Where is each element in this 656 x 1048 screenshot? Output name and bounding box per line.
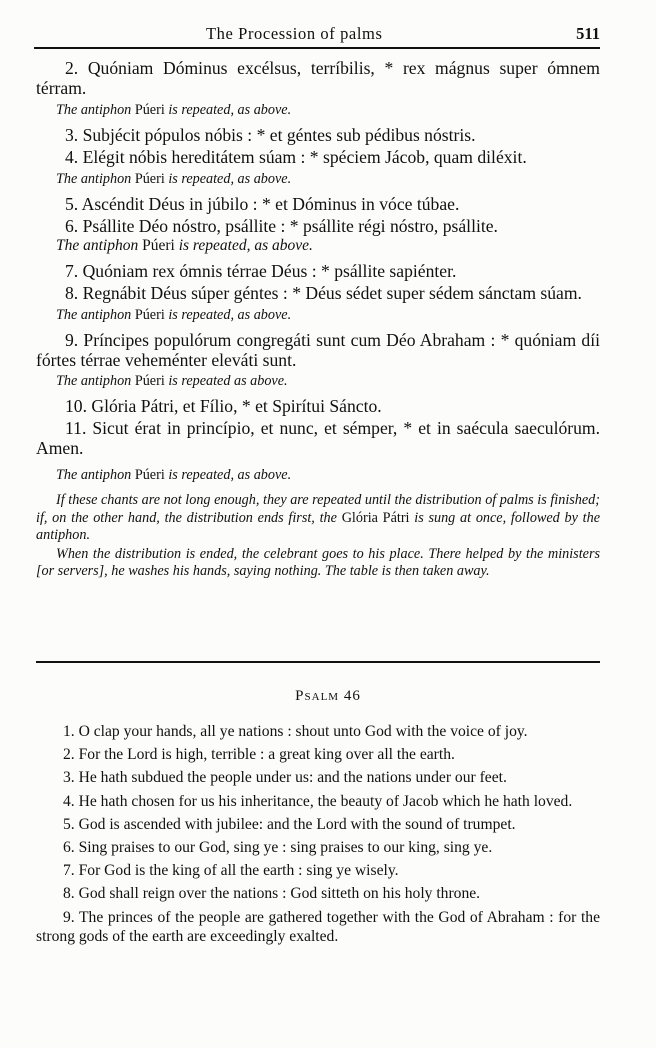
latin-verse: 7. Quóniam rex ómnis térrae Déus : * psállite sapiénter. xyxy=(65,261,457,281)
rubric-paragraph: When the distribution is ended, the celebrant goes to his place. There helped by the ministers [or servers], he washes his hands, saying nothing. The table is then taken away. xyxy=(36,545,600,580)
antiphon-rubric: The antiphon Púeri is repeated as above. xyxy=(56,373,288,389)
latin-verse: 8. Regnábit Déus súper géntes : * Déus sédet super sédem sánctam súam. xyxy=(65,283,582,303)
running-title: The Procession of palms xyxy=(206,24,383,43)
latin-verse: 9. Príncipes populórum congregáti sunt cum Déo Abraham : * quóniam díi fórtes térrae veheménter eleváti sunt. xyxy=(36,330,600,370)
antiphon-rubric: The antiphon Púeri is repeated, as above. xyxy=(56,307,292,323)
latin-verse: 4. Elégit nóbis hereditátem súam : * spéciem Jácob, quam diléxit. xyxy=(65,147,527,167)
antiphon-rubric: The antiphon Púeri is repeated, as above. xyxy=(56,102,292,118)
psalm-verse: 1. O clap your hands, all ye nations : shout unto God with the voice of joy. xyxy=(63,723,528,740)
antiphon-rubric: The antiphon Púeri is repeated, as above. xyxy=(56,171,292,187)
page-number: 511 xyxy=(576,24,600,43)
page-header xyxy=(36,24,600,46)
psalm-title: Psalm 46 xyxy=(295,688,361,704)
antiphon-rubric: The antiphon Púeri is repeated, as above. xyxy=(56,237,313,254)
psalm-verse: 5. God is ascended with jubilee: and the Lord with the sound of trumpet. xyxy=(63,815,516,833)
psalm-verse: 4. He hath chosen for us his inheritance, the beauty of Jacob which he hath loved. xyxy=(63,792,573,810)
latin-verse: 5. Ascéndit Déus in júbilo : * et Dóminus in vóce túbae. xyxy=(65,194,460,214)
psalm-verse: 7. For God is the king of all the earth : sing ye wisely. xyxy=(63,862,399,880)
psalm-verse: 9. The princes of the people are gathered together with the God of Abraham : for the strong gods of the earth are exceedingly exalted. xyxy=(36,908,600,945)
latin-verse: 6. Psállite Déo nóstro, psállite : * psállite régi nóstro, psállite. xyxy=(65,216,498,236)
psalm-verse: 2. For the Lord is high, terrible : a great king over all the earth. xyxy=(63,746,455,764)
section-rule xyxy=(36,661,600,663)
latin-verse: 3. Subjécit pópulos nóbis : * et géntes sub pédibus nóstris. xyxy=(65,125,476,145)
psalm-verse: 6. Sing praises to our God, sing ye : sing praises to our king, sing ye. xyxy=(63,839,493,857)
latin-verse: 2. Quóniam Dóminus excélsus, terríbilis, * rex mágnus super ómnem térram. xyxy=(36,58,600,98)
rubric-paragraph: If these chants are not long enough, they are repeated until the distribution of palms is finished; if, on the other hand, the distribution ends first, the Glória Pátri is sung at once, followed by the antiphon. xyxy=(36,492,600,544)
english-psalm-section xyxy=(36,722,600,950)
antiphon-rubric: The antiphon Púeri is repeated, as above. xyxy=(56,467,292,483)
latin-psalm-section xyxy=(36,58,600,581)
psalm-verse: 8. God shall reign over the nations : God sitteth on his holy throne. xyxy=(63,885,481,903)
header-rule xyxy=(34,47,600,49)
latin-verse: 10. Glória Pátri, et Fílio, * et Spirítui Sáncto. xyxy=(65,396,382,416)
psalm-verse: 3. He hath subdued the people under us: and the nations under our feet. xyxy=(63,769,507,787)
latin-verse: 11. Sicut érat in princípio, et nunc, et sémper, * et in saécula saeculórum. Amen. xyxy=(36,418,600,458)
